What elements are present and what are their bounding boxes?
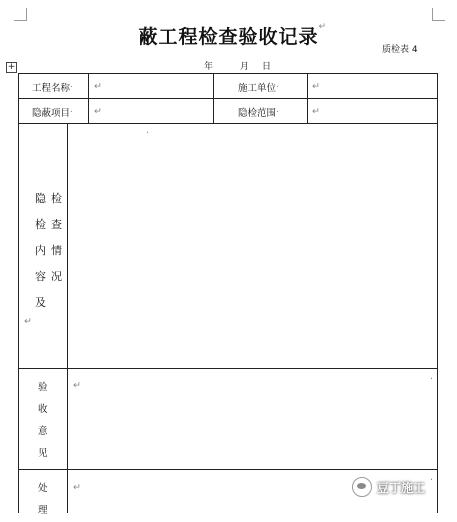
construction-unit-label: 施工单位 . xyxy=(238,80,279,94)
watermark xyxy=(352,477,425,497)
project-name-value[interactable]: ↵ xyxy=(94,81,102,92)
table-column-divider xyxy=(213,73,214,123)
table-row-divider xyxy=(18,123,437,124)
paragraph-mark-icon: ↵ xyxy=(318,22,328,32)
table-row-divider xyxy=(18,469,437,470)
page-corner-top-left xyxy=(14,8,27,21)
table-column-divider xyxy=(307,73,308,123)
inspection-table xyxy=(18,73,437,516)
table-row-divider xyxy=(18,368,437,369)
table-move-handle-icon[interactable]: + xyxy=(7,62,16,72)
paragraph-mark-icon: . xyxy=(430,472,434,483)
chat-bubble-icon xyxy=(352,477,372,497)
paragraph-mark-icon: ↵ xyxy=(24,316,32,327)
watermark-text: 豆丁施工 xyxy=(377,480,426,495)
acceptance-opinion-area[interactable]: ↵ xyxy=(73,380,81,391)
table-row-divider xyxy=(18,98,437,99)
concealed-item-value[interactable]: ↵ xyxy=(94,106,102,117)
paragraph-mark-icon: . xyxy=(430,371,434,382)
table-column-divider xyxy=(67,123,68,513)
acceptance-opinion-label: 验 收 意 见 xyxy=(38,382,48,459)
form-number: 质检表 4 xyxy=(382,45,418,55)
table-column-divider xyxy=(88,73,89,123)
date-day-label: 日 xyxy=(262,62,272,72)
handling-label: 处 理 xyxy=(38,483,48,516)
inspection-content-area[interactable]: . xyxy=(146,125,150,136)
inspection-scope-label: 隐检范围 . xyxy=(238,105,279,119)
handling-area[interactable]: ↵ xyxy=(73,482,81,493)
section-label-column-left: 隐 检 内 容 及 xyxy=(35,192,46,309)
table-border-right xyxy=(437,73,438,513)
date-month-label: 月 xyxy=(240,62,250,72)
page-corner-top-right xyxy=(432,8,445,21)
concealed-item-label: 隐蔽项目 . xyxy=(32,105,73,119)
construction-unit-value[interactable]: ↵ xyxy=(312,81,320,92)
document-title: 蔽工程检查验收记录 ↵ xyxy=(138,22,328,48)
table-border-left xyxy=(18,73,19,513)
table-border-top xyxy=(18,73,437,74)
date-year-label: 年 xyxy=(204,62,214,72)
inspection-scope-value[interactable]: ↵ xyxy=(312,106,320,117)
project-name-label: 工程名称 . xyxy=(32,80,73,94)
section-label-column-right: 检 查 情 况 xyxy=(51,192,62,283)
